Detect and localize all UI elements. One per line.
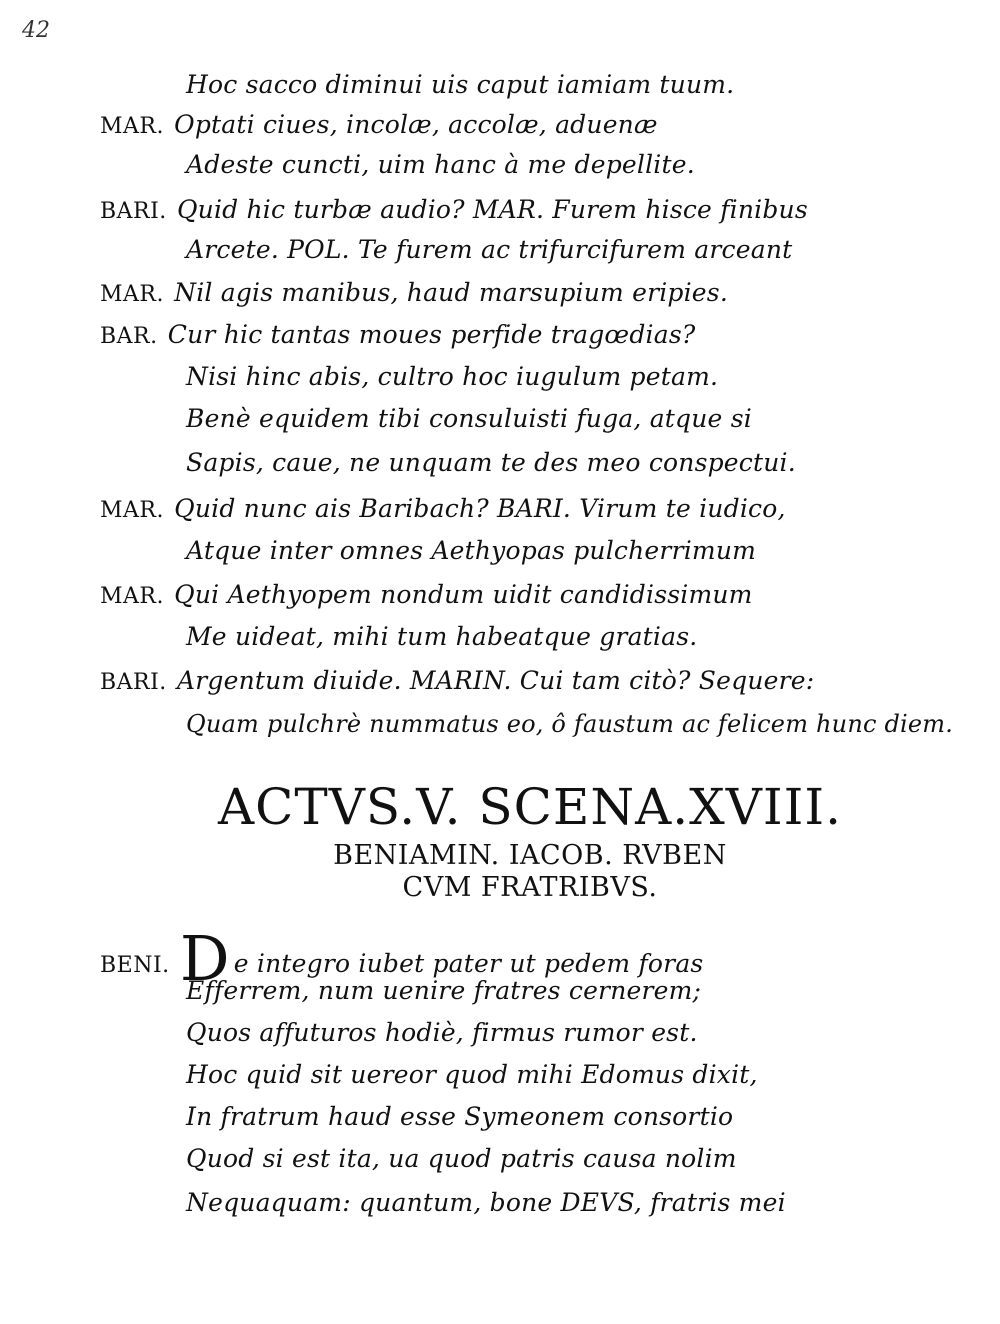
verse-line [186, 1188, 786, 1217]
verse-line [100, 666, 814, 695]
verse-line [186, 70, 734, 99]
verse-text: Nisi hinc abis, cultro hoc iugulum petam. [186, 362, 719, 391]
verse-line [186, 404, 752, 433]
speaker-label: MAR. [100, 282, 164, 307]
verse-text: Qui Aethyopem nondum uidit candidissimum [174, 580, 753, 609]
verse-text: Me uideat, mihi tum habeatque gratias. [186, 622, 698, 651]
drop-capital: D [179, 922, 230, 995]
verse-line [186, 235, 792, 264]
verse-text: Quid nunc ais Baribach? BARI. Virum te iudico, [174, 494, 786, 523]
verse-text: Efferrem, num uenire fratres cernerem; [186, 976, 702, 1005]
verse-text: e integro iubet pater ut pedem foras [233, 949, 704, 978]
verse-text: Nequaquam: quantum, bone DEVS, fratris mei [186, 1188, 786, 1217]
verse-text: Nil agis manibus, haud marsupium eripies. [174, 278, 728, 307]
verse-line [100, 580, 753, 609]
verse-text: Atque inter omnes Aethyopas pulcherrimum [186, 536, 757, 565]
verse-line [186, 976, 701, 1005]
verse-line [186, 622, 697, 651]
speaker-label: BAR. [100, 324, 158, 349]
verse-line [100, 320, 695, 349]
scene-persons-line-1: BENIAMIN. IACOB. RVBEN [333, 840, 727, 871]
speaker-label: BENI. [100, 953, 170, 978]
verse-text: Cur hic tantas moues perfide tragœdias? [167, 320, 696, 349]
verse-line [186, 1018, 698, 1047]
verse-line [186, 710, 953, 738]
verse-line [100, 195, 808, 224]
verse-line [186, 448, 796, 477]
speaker-label: MAR. [100, 584, 164, 609]
verse-text: In fratrum haud esse Symeonem consortio [186, 1102, 734, 1131]
verse-text: Sapis, caue, ne unquam te des meo conspectui. [186, 448, 796, 477]
verse-text: Adeste cuncti, uim hanc à me depellite. [186, 150, 695, 179]
verse-line [186, 536, 756, 565]
verse-line [100, 278, 728, 307]
verse-text: Benè equidem tibi consuluisti fuga, atque si [186, 404, 752, 433]
verse-line [186, 362, 718, 391]
speaker-label: MAR. [100, 114, 164, 139]
verse-line [186, 150, 695, 179]
verse-text: Quid hic turbæ audio? MAR. Furem hisce finibus [176, 195, 808, 224]
verse-line [100, 494, 786, 523]
verse-text: Hoc quid sit uereor quod mihi Edomus dixit, [186, 1060, 758, 1089]
speaker-label: BARI. [100, 670, 167, 695]
scene-title: ACTVS.V. SCENA.XVIII. [218, 778, 842, 836]
verse-text: Quos affuturos hodiè, firmus rumor est. [186, 1018, 698, 1047]
verse-line [186, 1144, 737, 1173]
scene-persons-line-2: CVM FRATRIBVS. [402, 872, 658, 903]
verse-line [186, 1102, 733, 1131]
verse-text: Quod si est ita, ua quod patris causa nolim [186, 1144, 737, 1173]
verse-line [100, 110, 658, 139]
folio-number: 42 [22, 18, 50, 43]
verse-text: Argentum diuide. MARIN. Cui tam citò? Sequere: [176, 666, 815, 695]
verse-line [186, 1060, 758, 1089]
verse-text: Arcete. POL. Te furem ac trifurcifurem arceant [186, 235, 793, 264]
speaker-label: MAR. [100, 498, 164, 523]
verse-text: Optati ciues, incolæ, accolæ, aduenæ [174, 110, 658, 139]
verse-text: Hoc sacco diminui uis caput iamiam tuum. [186, 70, 735, 99]
speaker-label: BARI. [100, 199, 167, 224]
verse-text: Quam pulchrè nummatus eo, ô faustum ac felicem hunc diem. [186, 710, 954, 738]
